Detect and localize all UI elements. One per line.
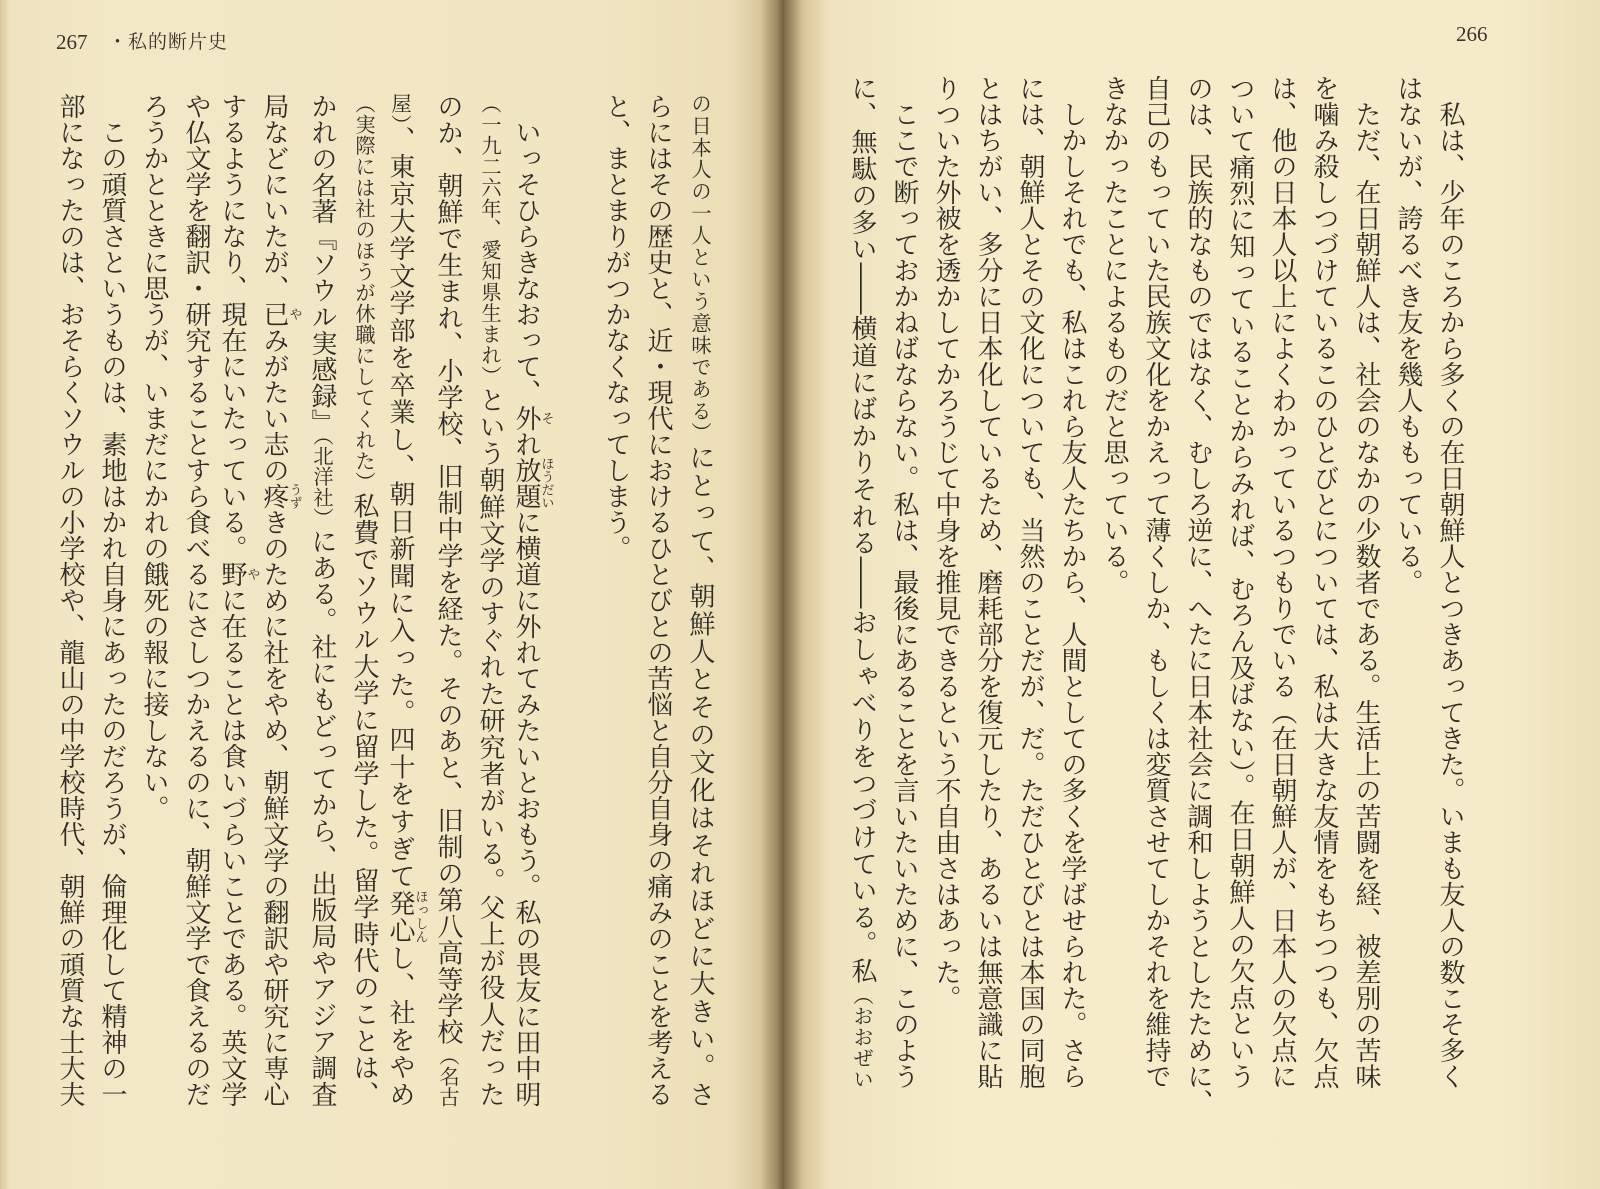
ruby-reading: や xyxy=(286,301,302,327)
ruby-base: 放題 xyxy=(511,457,541,509)
text-line xyxy=(679,93,721,1107)
text-line xyxy=(1009,75,1051,1089)
text-line xyxy=(1261,75,1303,1089)
text-run: に、無駄の多い――横道にばかりそれる――おしゃべりをつづけている。私 xyxy=(847,75,877,985)
text-line xyxy=(49,93,91,1107)
text-run: 私費でソウル大学に留学した。留学時代のことは、 xyxy=(349,492,379,1108)
ruby-annotated-word xyxy=(511,457,554,509)
text-line xyxy=(1387,75,1429,1089)
text-line xyxy=(1303,75,1345,1089)
text-run: きなかったことによるものだと思っている。 xyxy=(1099,75,1129,595)
ruby-base: 外 xyxy=(511,405,541,431)
text-line xyxy=(1345,75,1387,1089)
text-run: は、他の日本人以上によくわかっているつもりでいる（在日朝鮮人が、日本人の欠点に xyxy=(1267,75,1297,1089)
small-text-run: （北洋社） xyxy=(310,435,334,529)
text-run: ついて痛烈に知っていることからみれば、むろん及ばない）。在日朝鮮人の欠点という xyxy=(1225,75,1255,1089)
text-line xyxy=(967,75,1009,1089)
text-line xyxy=(595,93,637,1107)
small-text-run: の日本人の一人という意味である） xyxy=(688,93,712,445)
ruby-annotated-word xyxy=(259,301,302,327)
text-line xyxy=(1051,75,1093,1089)
text-run: にとって、朝鮮人とその文化はそれほどに大きい。さ xyxy=(685,444,715,1107)
text-run: ろうかとときに思うが、いまだにかれの餓死の報に接しない。 xyxy=(139,93,169,821)
text-run: のは、民族的なものではなく、むしろ逆に、へたに日本社会に調和しようとしたために、 xyxy=(1183,75,1213,1115)
ruby-annotated-word xyxy=(259,483,302,509)
text-line xyxy=(175,93,217,1107)
text-run: するようになり、現在にいたっている。 xyxy=(217,93,247,561)
text-line xyxy=(1177,75,1219,1115)
text-line xyxy=(91,93,133,1107)
running-title: ・私的断片史 xyxy=(108,31,229,53)
ruby-reading: ほっしん xyxy=(412,890,428,944)
text-run: に在ることは食いづらいことである。英文学 xyxy=(217,587,247,1107)
small-text-run: （おおぜい xyxy=(850,984,874,1089)
text-run: この頑質さというものは、素地はかれ自身にあったのだろうが、倫理化して精神の一 xyxy=(97,93,127,1107)
small-text-run: （実際には社のほうが休職にしてくれた） xyxy=(352,93,376,493)
text-line xyxy=(469,93,511,1107)
text-run: とはちがい、多分に日本化しているため、磨耗部分を復元したり、あるいは無意識に貼 xyxy=(973,75,1003,1089)
ruby-base: 已 xyxy=(259,301,289,327)
left-page-body xyxy=(49,93,721,1153)
text-line xyxy=(217,93,259,1107)
ruby-reading: うず xyxy=(286,483,302,509)
text-run: かれの名著『ソウル実感録』 xyxy=(307,93,337,436)
text-line xyxy=(1429,75,1471,1089)
ruby-annotated-word xyxy=(217,561,260,587)
text-line xyxy=(343,93,385,1107)
text-run: 、東京大学文学部を卒業し、朝日新聞に入った。四十をすぎて xyxy=(385,126,415,891)
text-run: しかしそれでも、私はこれら友人たちから、人間としての多くを学ばせられた。さら xyxy=(1057,75,1087,1089)
text-line xyxy=(841,75,883,1089)
ruby-base: 発心 xyxy=(385,890,415,945)
text-line xyxy=(259,93,301,1107)
text-line xyxy=(511,93,553,1107)
text-line xyxy=(301,93,343,1107)
text-run: と、まとまりがつかなくなってしまう。 xyxy=(601,93,631,561)
small-text-run: 屋） xyxy=(388,93,412,126)
ruby-reading: そ xyxy=(538,405,554,431)
text-run: し、社をやめ xyxy=(385,944,415,1108)
text-run: はないが、誇るべき友を幾人ももっている。 xyxy=(1393,75,1423,595)
ruby-annotated-word xyxy=(385,890,428,945)
ruby-annotated-word xyxy=(511,405,554,431)
text-run: や仏文学を翻訳・研究することすら食べるにさしつかえるのに、朝鮮文学で食えるのだ xyxy=(181,93,211,1107)
text-run: ここで断っておかねばならない。私は、最後にあることを言いたいために、このよう xyxy=(889,75,919,1089)
text-line xyxy=(133,93,175,1107)
ruby-reading: や xyxy=(244,561,260,587)
right-page-body xyxy=(841,75,1471,1135)
text-run: という朝鮮文学のすぐれた研究者がいる。父上が役人だった xyxy=(475,386,505,1108)
text-run: れ xyxy=(511,431,541,457)
text-line xyxy=(883,75,925,1089)
text-run: 部になったのは、おそらくソウルの小学校や、龍山の中学校時代、朝鮮の頑質な士大夫 xyxy=(55,93,85,1107)
text-run: いっそひらきなおって、 xyxy=(511,93,541,405)
text-line xyxy=(637,93,679,1107)
text-run: を噛み殺しつづけているこのひとびとについては、私は大きな友情をもちつつも、欠点 xyxy=(1309,75,1339,1089)
blank-line xyxy=(553,93,595,1107)
text-run: に横道に外れてみたいとおもう。私の畏友に田中明 xyxy=(511,509,541,1107)
small-text-run: （名古 xyxy=(436,1045,460,1108)
text-run: 局などにいたが、 xyxy=(259,93,289,301)
text-line xyxy=(1219,75,1261,1089)
text-line xyxy=(427,93,469,1107)
text-line xyxy=(925,75,967,1089)
text-run: にある。社にもどってから、出版局やアジア調査 xyxy=(307,528,337,1108)
text-run: りついた外被を透かしてかろうじて中身を推見できるという不自由さはあった。 xyxy=(931,75,961,1011)
text-run: 私は、少年のころから多くの在日朝鮮人とつきあってきた。いまも友人の数こそ多く xyxy=(1435,75,1465,1089)
ruby-base: 疼 xyxy=(259,483,289,509)
ruby-base: 野 xyxy=(217,561,247,587)
text-line xyxy=(385,93,427,1107)
ruby-reading: ほうだい xyxy=(538,457,554,509)
small-text-run: （一九二六年、愛知県生まれ） xyxy=(478,93,502,387)
text-run: ただ、在日朝鮮人は、社会のなかの少数者である。生活上の苦闘を経、被差別の苦味 xyxy=(1351,75,1381,1089)
text-run: 自己のもっていた民族文化をかえって薄くしか、もしくは変質させてしかそれを維持で xyxy=(1141,75,1171,1089)
text-run: きのために社をやめ、朝鮮文学の翻訳や研究に専心 xyxy=(259,509,289,1107)
text-run: には、朝鮮人とその文化についても、当然のことだが、だ。ただひとびとは本国の同胞 xyxy=(1015,75,1045,1089)
text-line xyxy=(1093,75,1135,1089)
right-page-number: 266 xyxy=(1456,22,1488,46)
text-run: のか、朝鮮で生まれ、小学校、旧制中学を経た。そのあと、旧制の第八高等学校 xyxy=(433,93,463,1046)
text-line xyxy=(1135,75,1177,1089)
text-run: みがたい志の xyxy=(259,327,289,483)
text-run: らにはその歴史と、近・現代におけるひとびとの苦悩と自分自身の痛みのことを考える xyxy=(643,93,673,1107)
left-page-number: 267 xyxy=(56,30,88,54)
page-gutter xyxy=(760,0,806,1189)
